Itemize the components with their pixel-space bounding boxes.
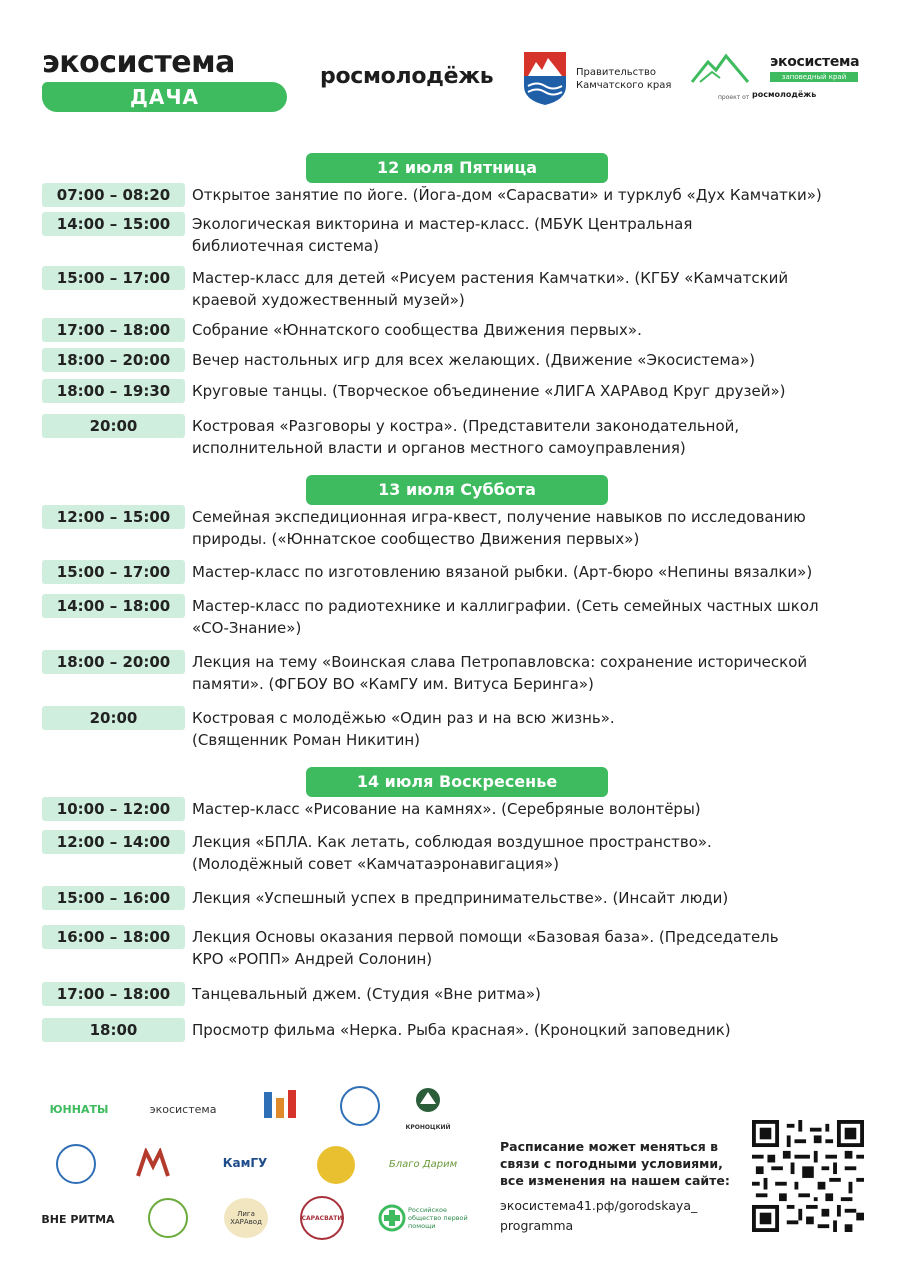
qr-code-icon[interactable] — [752, 1120, 864, 1232]
event-time: 12:00 – 14:00 — [42, 830, 185, 854]
event-line: Мастер-класс по радиотехнике и каллиграфии. (Сеть семейных частных школ — [192, 597, 819, 615]
event-description — [192, 319, 872, 341]
event-line: Лекция «Успешный успех в предпринимательстве». (Инсайт люди) — [192, 889, 729, 907]
university-emblem-icon — [56, 1144, 96, 1184]
event-time: 12:00 – 15:00 — [42, 505, 185, 529]
event-line: Мастер-класс для детей «Рисуем растения Камчатки». (КГБУ «Камчатский — [192, 269, 789, 287]
rosmolodezh-logo: росмолодёжь — [320, 64, 494, 89]
liga-haravod-logo: Лига ХАРАвод — [224, 1198, 268, 1238]
event-description — [192, 595, 872, 639]
site-link[interactable] — [500, 1196, 740, 1236]
event-time: 18:00 — [42, 1018, 185, 1042]
event-description — [192, 651, 872, 695]
event-description — [192, 349, 872, 371]
event-time: 14:00 – 18:00 — [42, 594, 185, 618]
kamchatka-government-label — [576, 66, 671, 92]
event-time: 14:00 – 15:00 — [42, 212, 185, 236]
event-line: памяти». (ФГБОУ ВО «КамГУ им. Витуса Беринга») — [192, 675, 594, 693]
event-time: 10:00 – 12:00 — [42, 797, 185, 821]
kronotsky-icon — [414, 1086, 442, 1122]
event-description — [192, 506, 872, 550]
schedule-notice: Расписание может меняться в связи с погодными условиями, все изменения на нашем сайте: — [500, 1139, 730, 1188]
event-description — [192, 380, 872, 402]
yunnaty-logo: ЮННАТЫ — [49, 1102, 109, 1116]
day-title-saturday: 13 июля Суббота — [306, 475, 608, 505]
logo-word: экосистема — [42, 45, 235, 80]
zapovedny-krai-logo — [690, 52, 865, 122]
blago-darim-logo: Благо Дарим — [388, 1158, 458, 1170]
round-emblem-icon — [340, 1086, 380, 1126]
event-description — [192, 831, 872, 875]
zap-title: экосистема — [770, 54, 860, 70]
event-line: Собрание «Юннатского сообщества Движения первых». — [192, 321, 642, 339]
event-description — [192, 926, 872, 970]
event-line: Мастер-класс «Рисование на камнях». (Серебряные волонтёры) — [192, 800, 701, 818]
first-aid-icon — [378, 1204, 406, 1232]
m-emblem-icon — [136, 1148, 170, 1178]
event-line: исполнительной власти и органов местного самоуправления) — [192, 439, 686, 457]
event-line: библиотечная система) — [192, 237, 379, 255]
event-line: Просмотр фильма «Нерка. Рыба красная». (Кроноцкий заповедник) — [192, 1021, 731, 1039]
day-title-friday: 12 июля Пятница — [306, 153, 608, 183]
event-line: Вечер настольных игр для всех желающих. (Движение «Экосистема») — [192, 351, 755, 369]
event-description — [192, 1019, 872, 1041]
header — [0, 0, 905, 130]
event-line: (Священник Роман Никитин) — [192, 731, 421, 749]
zap-subtitle: заповедный край — [770, 72, 858, 82]
event-line: Костровая «Разговоры у костра». (Представители законодательной, — [192, 417, 740, 435]
event-time: 20:00 — [42, 414, 185, 438]
sarasvati-logo: САРАСВАТИ — [300, 1196, 344, 1240]
event-line: Лекция на тему «Воинская слава Петропавловска: сохранение исторической — [192, 653, 808, 671]
kronotsky-label: КРОНОЦКИЙ — [405, 1123, 451, 1131]
site-line2[interactable]: programma — [500, 1218, 574, 1233]
event-line: Мастер-класс по изготовлению вязаной рыбки. (Арт-бюро «Непины вязалки») — [192, 563, 813, 581]
vne-ritma-logo: ВНЕ РИТМА — [41, 1212, 115, 1226]
event-description — [192, 561, 872, 583]
event-line: Танцевальный джем. (Студия «Вне ритма») — [192, 985, 541, 1003]
event-line: «СО-Знание») — [192, 619, 302, 637]
event-description — [192, 213, 872, 257]
event-line: природы. («Юннатское сообщество Движения первых») — [192, 530, 640, 548]
event-line: (Молодёжный совет «Камчатаэронавигация») — [192, 855, 559, 873]
site-line1[interactable]: экосистема41.рф/gorodskaya_ — [500, 1198, 698, 1213]
logo-pill: ДАЧА — [42, 82, 287, 112]
event-time: 15:00 – 16:00 — [42, 886, 185, 910]
event-line: Лекция «БПЛА. Как летать, соблюдая воздушное пространство». — [192, 833, 712, 851]
ropp-label: Российское общество первой помощи — [408, 1206, 468, 1230]
event-time: 20:00 — [42, 706, 185, 730]
event-line: Экологическая викторина и мастер-класс. (МБУК Центральная — [192, 215, 693, 233]
event-time: 18:00 – 19:30 — [42, 379, 185, 403]
event-line: КРО «РОПП» Андрей Солонин) — [192, 950, 433, 968]
mountain-icon — [690, 52, 750, 86]
gold-emblem-icon — [317, 1146, 355, 1184]
event-time: 17:00 – 18:00 — [42, 318, 185, 342]
event-description — [192, 798, 872, 820]
event-description — [192, 415, 872, 459]
event-line: Костровая с молодёжью «Один раз и на всю жизнь». — [192, 709, 615, 727]
event-description — [192, 983, 872, 1005]
event-time: 15:00 – 17:00 — [42, 266, 185, 290]
event-line: краевой художественный музей») — [192, 291, 465, 309]
ekosistema-partner-logo: экосистема — [149, 1102, 217, 1116]
green-emblem-icon — [148, 1198, 188, 1238]
event-description — [192, 184, 872, 206]
zap-project-label: проект от — [718, 94, 750, 101]
partner-logos — [40, 1080, 470, 1255]
event-time: 16:00 – 18:00 — [42, 925, 185, 949]
event-description — [192, 887, 872, 909]
kamchatka-crest-icon — [522, 50, 568, 106]
event-description — [192, 707, 872, 751]
event-description — [192, 267, 872, 311]
zap-rosmolodezh: росмолодёжь — [752, 90, 817, 99]
event-time: 15:00 – 17:00 — [42, 560, 185, 584]
event-time: 18:00 – 20:00 — [42, 650, 185, 674]
day-title-sunday: 14 июля Воскресенье — [306, 767, 608, 797]
event-line: Круговые танцы. (Творческое объединение «ЛИГА ХАРАвод Круг друзей») — [192, 382, 786, 400]
event-line: Лекция Основы оказания первой помощи «Базовая база». (Председатель — [192, 928, 779, 946]
event-time: 17:00 – 18:00 — [42, 982, 185, 1006]
event-time: 07:00 – 08:20 — [42, 183, 185, 207]
event-line: Семейная экспедиционная игра-квест, получение навыков по исследованию — [192, 508, 806, 526]
event-time: 18:00 – 20:00 — [42, 348, 185, 372]
kamchatka-line2: Камчатского края — [576, 80, 672, 91]
kamchatka-line1: Правительство — [576, 67, 656, 78]
ekosistema-dacha-logo — [42, 45, 287, 112]
youth-center-icon — [262, 1088, 298, 1120]
event-line: Открытое занятие по йоге. (Йога-дом «Сарасвати» и турклуб «Дух Камчатки») — [192, 186, 822, 204]
kamgu-logo: КамГУ — [222, 1156, 268, 1170]
